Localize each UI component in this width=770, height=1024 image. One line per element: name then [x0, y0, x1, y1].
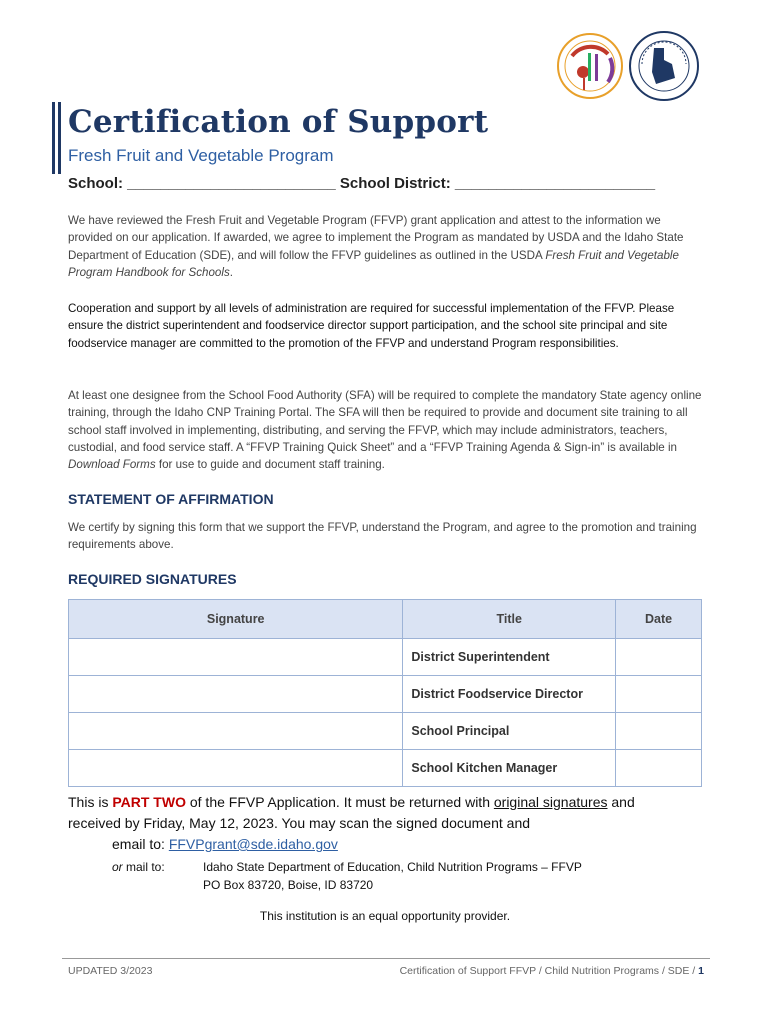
footer-updated: UPDATED 3/2023 — [68, 965, 153, 977]
page-title: Certification of Support — [68, 104, 489, 140]
training-paragraph — [68, 387, 708, 473]
mail-label: mail to: — [122, 860, 165, 874]
email-link[interactable]: FFVPgrant@sde.idaho.gov — [168, 836, 338, 852]
page-number: 1 — [698, 965, 704, 977]
title-cell: District Foodservice Director — [403, 676, 616, 713]
title-cell: District Superintendent — [403, 639, 616, 676]
signature-table — [68, 599, 702, 787]
affirmation-heading: STATEMENT OF AFFIRMATION — [68, 491, 274, 507]
table-row — [69, 676, 702, 713]
school-field[interactable]: School: _________________________ — [68, 175, 336, 192]
original-signatures: original signatures — [493, 794, 608, 810]
training-text-end: for use to guide and document staff training. — [155, 458, 385, 472]
column-header-signature: Signature — [69, 600, 403, 639]
submission-line-2: received by Friday, May 12, 2023. You may scan the signed document and — [68, 815, 531, 831]
email-line — [68, 834, 708, 855]
text: and — [607, 794, 635, 810]
date-cell[interactable] — [616, 750, 702, 787]
intro-end: . — [229, 265, 233, 279]
school-info-line — [68, 175, 655, 192]
sde-seal — [628, 30, 700, 102]
email-label: email to: — [112, 836, 169, 852]
affirmation-text: We certify by signing this form that we support the FFVP, understand the Program, and agree to the promotion and training requirements above. — [68, 521, 697, 552]
title-cell: School Kitchen Manager — [403, 750, 616, 787]
mail-line — [68, 857, 708, 875]
page-subtitle: Fresh Fruit and Vegetable Program — [68, 146, 334, 165]
equal-opportunity-statement: This institution is an equal opportunity provider. — [259, 909, 511, 923]
address-line-2: PO Box 83720, Boise, ID 83720 — [203, 878, 374, 892]
signature-cell[interactable] — [69, 676, 403, 713]
download-forms-ref: Download Forms — [68, 458, 156, 472]
column-header-date: Date — [616, 600, 702, 639]
cooperation-paragraph: Cooperation and support by all levels of administration are required for successful implementation of the FFVP. Please ensure the district superintendent and foodservice director support participation, and the school site principal and site foodservice manager are committed to the promotion of the FFVP and understand Program responsibilities. — [68, 302, 675, 350]
date-cell[interactable] — [616, 713, 702, 750]
date-cell[interactable] — [616, 676, 702, 713]
footer-doc-text: Certification of Support FFVP / Child Nutrition Programs / SDE / — [399, 965, 699, 977]
handbook-title: Fresh Fruit and Vegetable Program Handbook for Schools — [68, 248, 679, 279]
signatures-heading: REQUIRED SIGNATURES — [68, 571, 237, 587]
signature-cell[interactable] — [69, 639, 403, 676]
submission-instructions — [68, 792, 708, 896]
or-word: or — [112, 860, 123, 874]
signature-cell[interactable] — [69, 750, 403, 787]
intro-paragraph — [68, 212, 708, 281]
date-cell[interactable] — [616, 639, 702, 676]
footer-doc-info — [400, 965, 704, 977]
footer-divider — [62, 958, 710, 959]
text: of the FFVP Application. It must be returned with — [185, 794, 494, 810]
address-line-1: Idaho State Department of Education, Child Nutrition Programs – FFVP — [203, 860, 582, 874]
training-text: At least one designee from the School Food Authority (SFA) will be required to complete the mandatory State agency online training, through the Idaho CNP Training Portal. The SFA will then be required to provide and document site training to all school staff involved in implementing, distributing, and serving the FFVP, which may include administrators, teachers, custodial, and food service staff. A “FFVP Training Quick Sheet” and a “FFVP Training Agenda & Sign-in” is available in — [68, 389, 702, 454]
title-cell: School Principal — [403, 713, 616, 750]
signature-table-header — [69, 600, 702, 639]
submission-line-1 — [68, 792, 708, 813]
column-header-title: Title — [403, 600, 616, 639]
school-district-field[interactable]: School District: ________________________ — [339, 175, 656, 192]
table-row — [69, 713, 702, 750]
part-two-label: PART TWO — [112, 794, 186, 810]
intro-text: We have reviewed the Fresh Fruit and Vegetable Program (FFVP) grant application and attest to the information we provided on our application. If awarded, we agree to implement the Program as mandated by USDA and the Idaho State Department of Education (SDE), and will follow the FFVP guidelines as outlined in the USDA — [68, 214, 684, 262]
text: This is — [68, 794, 113, 810]
table-row — [69, 750, 702, 787]
table-row — [69, 639, 702, 676]
signature-cell[interactable] — [69, 713, 403, 750]
title-accent-bar — [52, 102, 61, 174]
